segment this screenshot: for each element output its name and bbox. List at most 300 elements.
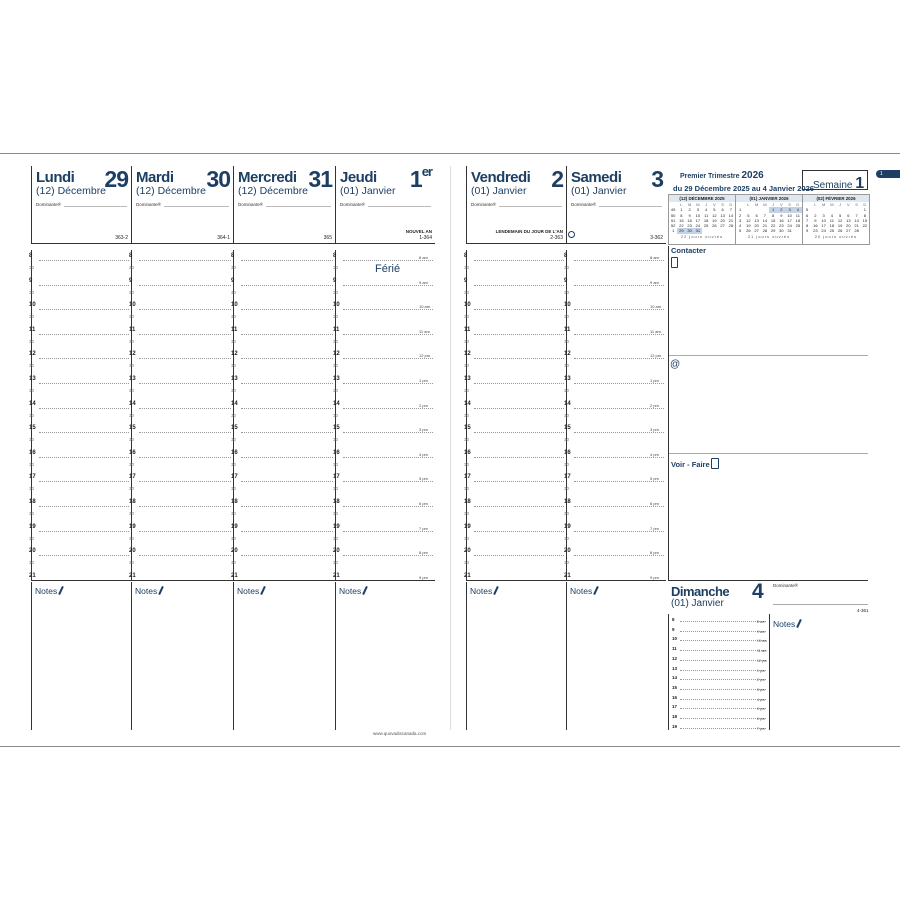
hour-line[interactable]: [139, 358, 231, 359]
hour-label: 9: [29, 277, 33, 284]
day-cell: 12: [837, 217, 843, 223]
day-cell: 29: [770, 228, 776, 234]
page-divider: [450, 166, 451, 730]
hour-label: 18: [333, 499, 340, 505]
hour-line[interactable]: [574, 555, 664, 556]
half-hour-label: 30: [29, 412, 35, 418]
hour-label: 14: [333, 400, 340, 407]
day-cell: 5: [747, 212, 750, 218]
hour-line[interactable]: [39, 555, 129, 556]
week-range: du 29 Décembre 2025 au 4 Janvier 2026: [673, 184, 814, 193]
hour-label: 17: [129, 474, 136, 481]
day-cell: 22: [862, 223, 868, 229]
sunday-hours-border: [668, 614, 669, 730]
hour-line[interactable]: [241, 383, 333, 384]
week-number-cell: 7: [806, 217, 809, 223]
half-hour-label: 30: [129, 437, 135, 443]
dominante-line[interactable]: [266, 206, 331, 207]
hour-label: 12: [231, 351, 238, 358]
hour-label: 18: [672, 714, 678, 719]
hour-line[interactable]: [474, 555, 564, 556]
day-month: (12) Décembre: [136, 185, 207, 197]
ferie-label: Férié: [375, 263, 401, 275]
day-cell: 24: [695, 223, 701, 229]
hour-label: 13: [672, 665, 678, 671]
week-number-cell: 5: [806, 207, 809, 213]
half-hour-label: 30: [29, 437, 35, 443]
hour-line[interactable]: [343, 260, 433, 261]
sunday-name: Dimanche: [671, 584, 730, 599]
hour-line[interactable]: [39, 408, 129, 409]
day-name: Samedi: [571, 169, 622, 186]
hour-label: 21: [231, 572, 238, 579]
hour-label: 11: [231, 326, 238, 333]
hour-label: 17: [333, 474, 340, 481]
hour-label: 13: [464, 376, 471, 382]
dominante-line[interactable]: [499, 206, 562, 207]
half-hour-label: 30: [333, 289, 339, 295]
hour-line[interactable]: [139, 432, 231, 433]
hour-label: 9: [672, 626, 675, 632]
weekday-label: M: [696, 202, 700, 207]
day-name: Mardi: [136, 169, 174, 186]
hour-line[interactable]: [574, 531, 664, 532]
hour-line[interactable]: [680, 631, 766, 632]
hour-label: 14: [129, 400, 136, 407]
hour-12h-label: 1 pm: [757, 668, 765, 673]
dominante-line[interactable]: [64, 206, 127, 207]
hour-line[interactable]: [343, 358, 433, 359]
hour-line[interactable]: [39, 432, 129, 433]
day-cell: 3: [696, 207, 699, 213]
day-cell: 4: [705, 207, 708, 213]
weekday-label: S: [721, 202, 724, 207]
day-cell: 22: [770, 223, 776, 229]
hour-line[interactable]: [680, 699, 766, 700]
day-cell: 11: [829, 217, 834, 223]
hour-line[interactable]: [474, 358, 564, 359]
hour-label: 16: [333, 449, 340, 456]
day-month: (01) Janvier: [471, 185, 527, 197]
day-cell: 9: [814, 217, 817, 223]
hour-line[interactable]: [139, 285, 231, 286]
notes-column[interactable]: [466, 582, 567, 730]
day-cell: 20: [846, 223, 851, 229]
hour-label: 21: [129, 572, 136, 579]
dominante-line[interactable]: [164, 206, 229, 207]
hour-line[interactable]: [139, 309, 231, 310]
mini-calendar: [802, 194, 870, 245]
hour-line[interactable]: [343, 555, 433, 556]
hour-label: 8: [564, 253, 568, 259]
hour-line[interactable]: [574, 506, 664, 507]
page-tab[interactable]: 1: [876, 170, 900, 178]
day-cell: 13: [720, 212, 725, 218]
half-hour-label: 30: [129, 265, 135, 270]
day-header-left-3: [335, 166, 435, 244]
hour-line[interactable]: [39, 481, 129, 482]
half-hour-label: 30: [464, 363, 470, 369]
hour-label: 20: [464, 548, 471, 555]
day-cell: 25: [795, 223, 801, 229]
hour-12h-label: 6 pm: [419, 501, 428, 506]
hour-line[interactable]: [343, 531, 433, 532]
hour-line[interactable]: [574, 309, 664, 310]
hour-line[interactable]: [39, 285, 129, 286]
half-hour-label: 30: [129, 560, 135, 566]
hour-line[interactable]: [680, 670, 766, 671]
day-cell: 4: [794, 207, 802, 212]
hour-line[interactable]: [474, 432, 564, 433]
notes-column[interactable]: [31, 582, 132, 730]
hour-label: 19: [464, 523, 471, 530]
weekday-label: D: [796, 202, 800, 207]
half-hour-label: 30: [564, 461, 570, 467]
day-cell: 24: [787, 223, 792, 229]
day-cell: 28: [854, 228, 859, 234]
hour-line[interactable]: [343, 432, 433, 433]
day-cell: 6: [755, 212, 758, 218]
hour-line[interactable]: [574, 457, 664, 458]
hour-line[interactable]: [39, 383, 129, 384]
hour-12h-label: 12 pm: [650, 353, 662, 359]
hour-label: 13: [231, 376, 238, 382]
notes-label: Notes: [773, 619, 800, 629]
half-hour-label: 30: [231, 437, 237, 443]
hour-line[interactable]: [680, 689, 766, 690]
hour-line[interactable]: [343, 408, 433, 409]
hour-label: 20: [231, 548, 238, 555]
week-number-cell: 1: [672, 228, 675, 234]
week-number-cell: 8: [806, 223, 809, 229]
half-hour-label: 30: [564, 363, 570, 369]
hour-label: 12: [564, 351, 571, 358]
day-cell: 15: [862, 217, 868, 223]
hour-line[interactable]: [39, 334, 129, 335]
day-cell: [719, 228, 727, 233]
mini-calendar-grid: [803, 202, 869, 234]
day-cell: 3: [822, 212, 825, 218]
hour-12h-label: 7 pm: [419, 525, 428, 531]
hour-line[interactable]: [343, 481, 433, 482]
half-hour-label: 30: [29, 535, 35, 541]
hour-label: 10: [333, 302, 340, 309]
half-hour-label: 30: [129, 535, 135, 541]
hour-line[interactable]: [39, 506, 129, 507]
hour-label: 12: [29, 351, 36, 358]
hour-12h-label: 9 am: [650, 279, 659, 285]
hour-label: 16: [29, 449, 36, 456]
notes-column[interactable]: [335, 582, 436, 730]
week-number-cell: 51: [670, 217, 676, 223]
hour-label: 8: [29, 253, 33, 259]
right-panel-border: [668, 246, 669, 580]
hour-line[interactable]: [139, 506, 231, 507]
day-header-right-1: [566, 166, 666, 244]
hour-line[interactable]: [241, 555, 333, 556]
half-hour-label: 30: [129, 486, 135, 492]
notes-column[interactable]: [233, 582, 334, 730]
hour-label: 21: [464, 572, 471, 579]
hour-12h-label: 7 pm: [650, 525, 659, 531]
hour-line[interactable]: [680, 621, 766, 622]
dominante-label: Dominante®: [340, 202, 366, 207]
hour-label: 13: [129, 376, 136, 382]
dominante-label: Dominante®: [471, 202, 497, 207]
half-hour-label: 30: [464, 412, 470, 418]
mini-calendar-footer: 22 jours ouvrés: [680, 233, 724, 239]
hour-label: 8: [129, 253, 133, 259]
day-cell: 26: [837, 228, 843, 234]
hour-label: 19: [129, 523, 136, 530]
hour-line[interactable]: [474, 309, 564, 310]
hour-label: 12: [129, 351, 136, 358]
hour-12h-label: 12 pm: [757, 658, 767, 663]
hour-line[interactable]: [241, 481, 333, 482]
day-cell: 13: [754, 217, 759, 223]
sunday-count: 4-361: [857, 608, 869, 613]
day-cell: 27: [846, 228, 851, 234]
hour-line[interactable]: [474, 481, 564, 482]
hour-label: 11: [129, 326, 136, 333]
half-hour-label: 30: [333, 412, 339, 418]
day-cell: 1: [680, 207, 683, 213]
hour-line[interactable]: [574, 334, 664, 335]
hour-label: 11: [333, 326, 340, 333]
hour-label: 9: [564, 277, 568, 284]
hour-12h-label: 2 pm: [419, 402, 428, 408]
contacter-heading: Contacter: [671, 246, 707, 255]
hour-line[interactable]: [474, 408, 564, 409]
hour-12h-label: 4 pm: [650, 451, 659, 457]
holiday-label: NOUVEL AN: [405, 229, 432, 234]
day-cell: 14: [762, 217, 768, 223]
notes-top-line-left: [31, 580, 435, 581]
day-cell: 30: [687, 228, 692, 234]
day-cell: 15: [679, 217, 684, 223]
day-cell: 25: [829, 228, 835, 234]
notes-column[interactable]: [131, 582, 232, 730]
hour-label: 15: [464, 425, 471, 432]
hour-line[interactable]: [39, 531, 129, 532]
hour-line[interactable]: [139, 260, 231, 261]
hour-label: 11: [564, 326, 571, 333]
half-hour-label: 30: [231, 363, 237, 369]
day-cell: 4: [830, 212, 833, 218]
hour-line[interactable]: [680, 728, 766, 729]
day-name: Vendredi: [471, 169, 531, 186]
hour-label: 17: [564, 474, 571, 481]
hour-line[interactable]: [574, 408, 664, 409]
day-month: (12) Décembre: [36, 185, 107, 197]
hour-line[interactable]: [139, 481, 231, 482]
day-cell: 15: [770, 217, 776, 223]
voir-faire-heading: Voir - Faire: [671, 460, 710, 469]
hour-label: 18: [231, 499, 238, 505]
weekday-label: L: [747, 202, 750, 207]
day-cell: 18: [703, 217, 709, 223]
day-cell: 27: [754, 228, 759, 234]
day-cell: 16: [813, 223, 818, 229]
weekday-label: M: [830, 202, 834, 207]
hour-label: 13: [564, 376, 571, 382]
sunday-top-line: [668, 580, 868, 581]
notes-column[interactable]: [566, 582, 667, 730]
hour-line[interactable]: [241, 358, 333, 359]
hour-line[interactable]: [343, 506, 433, 507]
hour-line[interactable]: [574, 285, 664, 286]
hour-line[interactable]: [139, 555, 231, 556]
half-hour-label: 30: [464, 289, 470, 295]
hour-line[interactable]: [474, 260, 564, 261]
hour-12h-label: 1 pm: [419, 378, 428, 383]
day-cell: 21: [762, 223, 768, 229]
dominante-label: Dominante®: [238, 202, 264, 207]
hour-12h-label: 6 pm: [757, 717, 765, 721]
hour-label: 12: [464, 351, 471, 358]
hour-line[interactable]: [139, 334, 231, 335]
hour-label: 18: [464, 499, 471, 505]
hour-label: 14: [29, 400, 36, 407]
weekday-label: J: [705, 202, 708, 207]
half-hour-label: 30: [564, 289, 570, 295]
day-cell: 7: [729, 207, 732, 213]
hour-line[interactable]: [139, 531, 231, 532]
hour-line[interactable]: [680, 718, 766, 719]
day-cell: [702, 228, 710, 233]
hour-line[interactable]: [139, 408, 231, 409]
hour-line[interactable]: [574, 358, 664, 359]
hour-line[interactable]: [241, 260, 333, 261]
hour-line[interactable]: [343, 383, 433, 384]
hour-line[interactable]: [241, 457, 333, 458]
day-cell: 19: [712, 217, 717, 223]
hour-12h-label: 10 am: [650, 304, 662, 310]
hour-line[interactable]: [680, 660, 766, 661]
half-hour-label: 30: [129, 338, 135, 344]
hour-line[interactable]: [474, 334, 564, 335]
hour-label: 8: [231, 253, 235, 259]
hour-line[interactable]: [241, 531, 333, 532]
day-number: 31: [308, 166, 332, 192]
hour-line[interactable]: [241, 408, 333, 409]
hour-line[interactable]: [574, 481, 664, 482]
day-name: Mercredi: [238, 169, 297, 186]
hour-line[interactable]: [474, 457, 564, 458]
half-hour-label: 30: [333, 560, 339, 566]
half-hour-label: 30: [464, 314, 470, 320]
hour-label: 13: [29, 376, 36, 382]
half-hour-label: 30: [564, 486, 570, 492]
hour-line[interactable]: [574, 432, 664, 433]
hour-line[interactable]: [241, 432, 333, 433]
contact-line[interactable]: [668, 355, 868, 356]
day-cell: 8: [863, 212, 866, 218]
hour-label: 9: [333, 277, 337, 284]
hour-line[interactable]: [474, 506, 564, 507]
hour-12h-label: 2 pm: [650, 402, 659, 408]
half-hour-label: 30: [564, 560, 570, 566]
hour-line[interactable]: [474, 285, 564, 286]
half-hour-label: 30: [464, 461, 470, 467]
hour-label: 21: [333, 572, 340, 579]
dominante-line[interactable]: [773, 604, 868, 605]
day-cell: 25: [703, 223, 709, 229]
day-cell: 7: [855, 212, 858, 218]
half-hour-label: 30: [231, 560, 237, 566]
hour-label: 10: [672, 636, 678, 642]
hour-line[interactable]: [241, 506, 333, 507]
half-hour-label: 30: [333, 388, 339, 393]
hour-line[interactable]: [574, 383, 664, 384]
footer-url[interactable]: www.quovadiscanada.com: [373, 731, 427, 736]
week-number-cell: 2: [739, 212, 742, 218]
half-hour-label: 30: [231, 486, 237, 492]
hour-line[interactable]: [241, 309, 333, 310]
hour-label: 12: [333, 351, 340, 358]
day-cell: 28: [728, 223, 734, 229]
hour-12h-label: 9 pm: [650, 574, 659, 580]
hour-line[interactable]: [241, 334, 333, 335]
hour-line[interactable]: [343, 334, 433, 335]
day-count: 365: [323, 235, 332, 241]
half-hour-label: 30: [231, 461, 237, 467]
half-hour-label: 30: [564, 314, 570, 320]
notes-label: Notes: [570, 586, 597, 596]
dominante-line[interactable]: [599, 206, 662, 207]
day-cell: 26: [712, 223, 717, 229]
phone-icon: [671, 257, 678, 268]
hour-label: 19: [564, 523, 571, 530]
hour-12h-label: 8 am: [650, 255, 659, 260]
week-number-cell: 5: [739, 228, 742, 234]
hour-line[interactable]: [343, 285, 433, 286]
day-cell: 31: [787, 228, 792, 234]
half-hour-label: 30: [129, 388, 135, 393]
half-hour-label: 30: [464, 338, 470, 344]
hour-line[interactable]: [39, 457, 129, 458]
hour-line[interactable]: [39, 260, 129, 261]
hour-label: 19: [231, 523, 238, 530]
day-cell: 2: [688, 207, 691, 213]
hour-line[interactable]: [39, 358, 129, 359]
dominante-line[interactable]: [368, 206, 431, 207]
hour-line[interactable]: [474, 383, 564, 384]
hour-label: 14: [672, 675, 678, 681]
quarter-title: Premier Trimestre 2026: [680, 170, 764, 181]
hour-line[interactable]: [343, 457, 433, 458]
hour-line[interactable]: [39, 309, 129, 310]
half-hour-label: 30: [29, 560, 35, 566]
hour-line[interactable]: [574, 260, 664, 261]
quarter-year: 2026: [741, 170, 764, 181]
hour-line[interactable]: [241, 285, 333, 286]
hour-label: 8: [672, 617, 675, 622]
hour-line[interactable]: [139, 457, 231, 458]
hour-line[interactable]: [139, 383, 231, 384]
notes-label: Notes: [135, 586, 162, 596]
half-hour-label: 30: [333, 338, 339, 344]
week-number-cell: 3: [739, 217, 742, 223]
hour-12h-label: 8 pm: [650, 550, 659, 556]
day-cell: 30: [779, 228, 784, 234]
hour-line[interactable]: [474, 531, 564, 532]
day-cell: 10: [787, 212, 792, 218]
hour-label: 17: [672, 704, 678, 710]
day-cell: 22: [679, 223, 684, 229]
hour-line[interactable]: [343, 309, 433, 310]
hour-label: 8: [333, 253, 337, 259]
